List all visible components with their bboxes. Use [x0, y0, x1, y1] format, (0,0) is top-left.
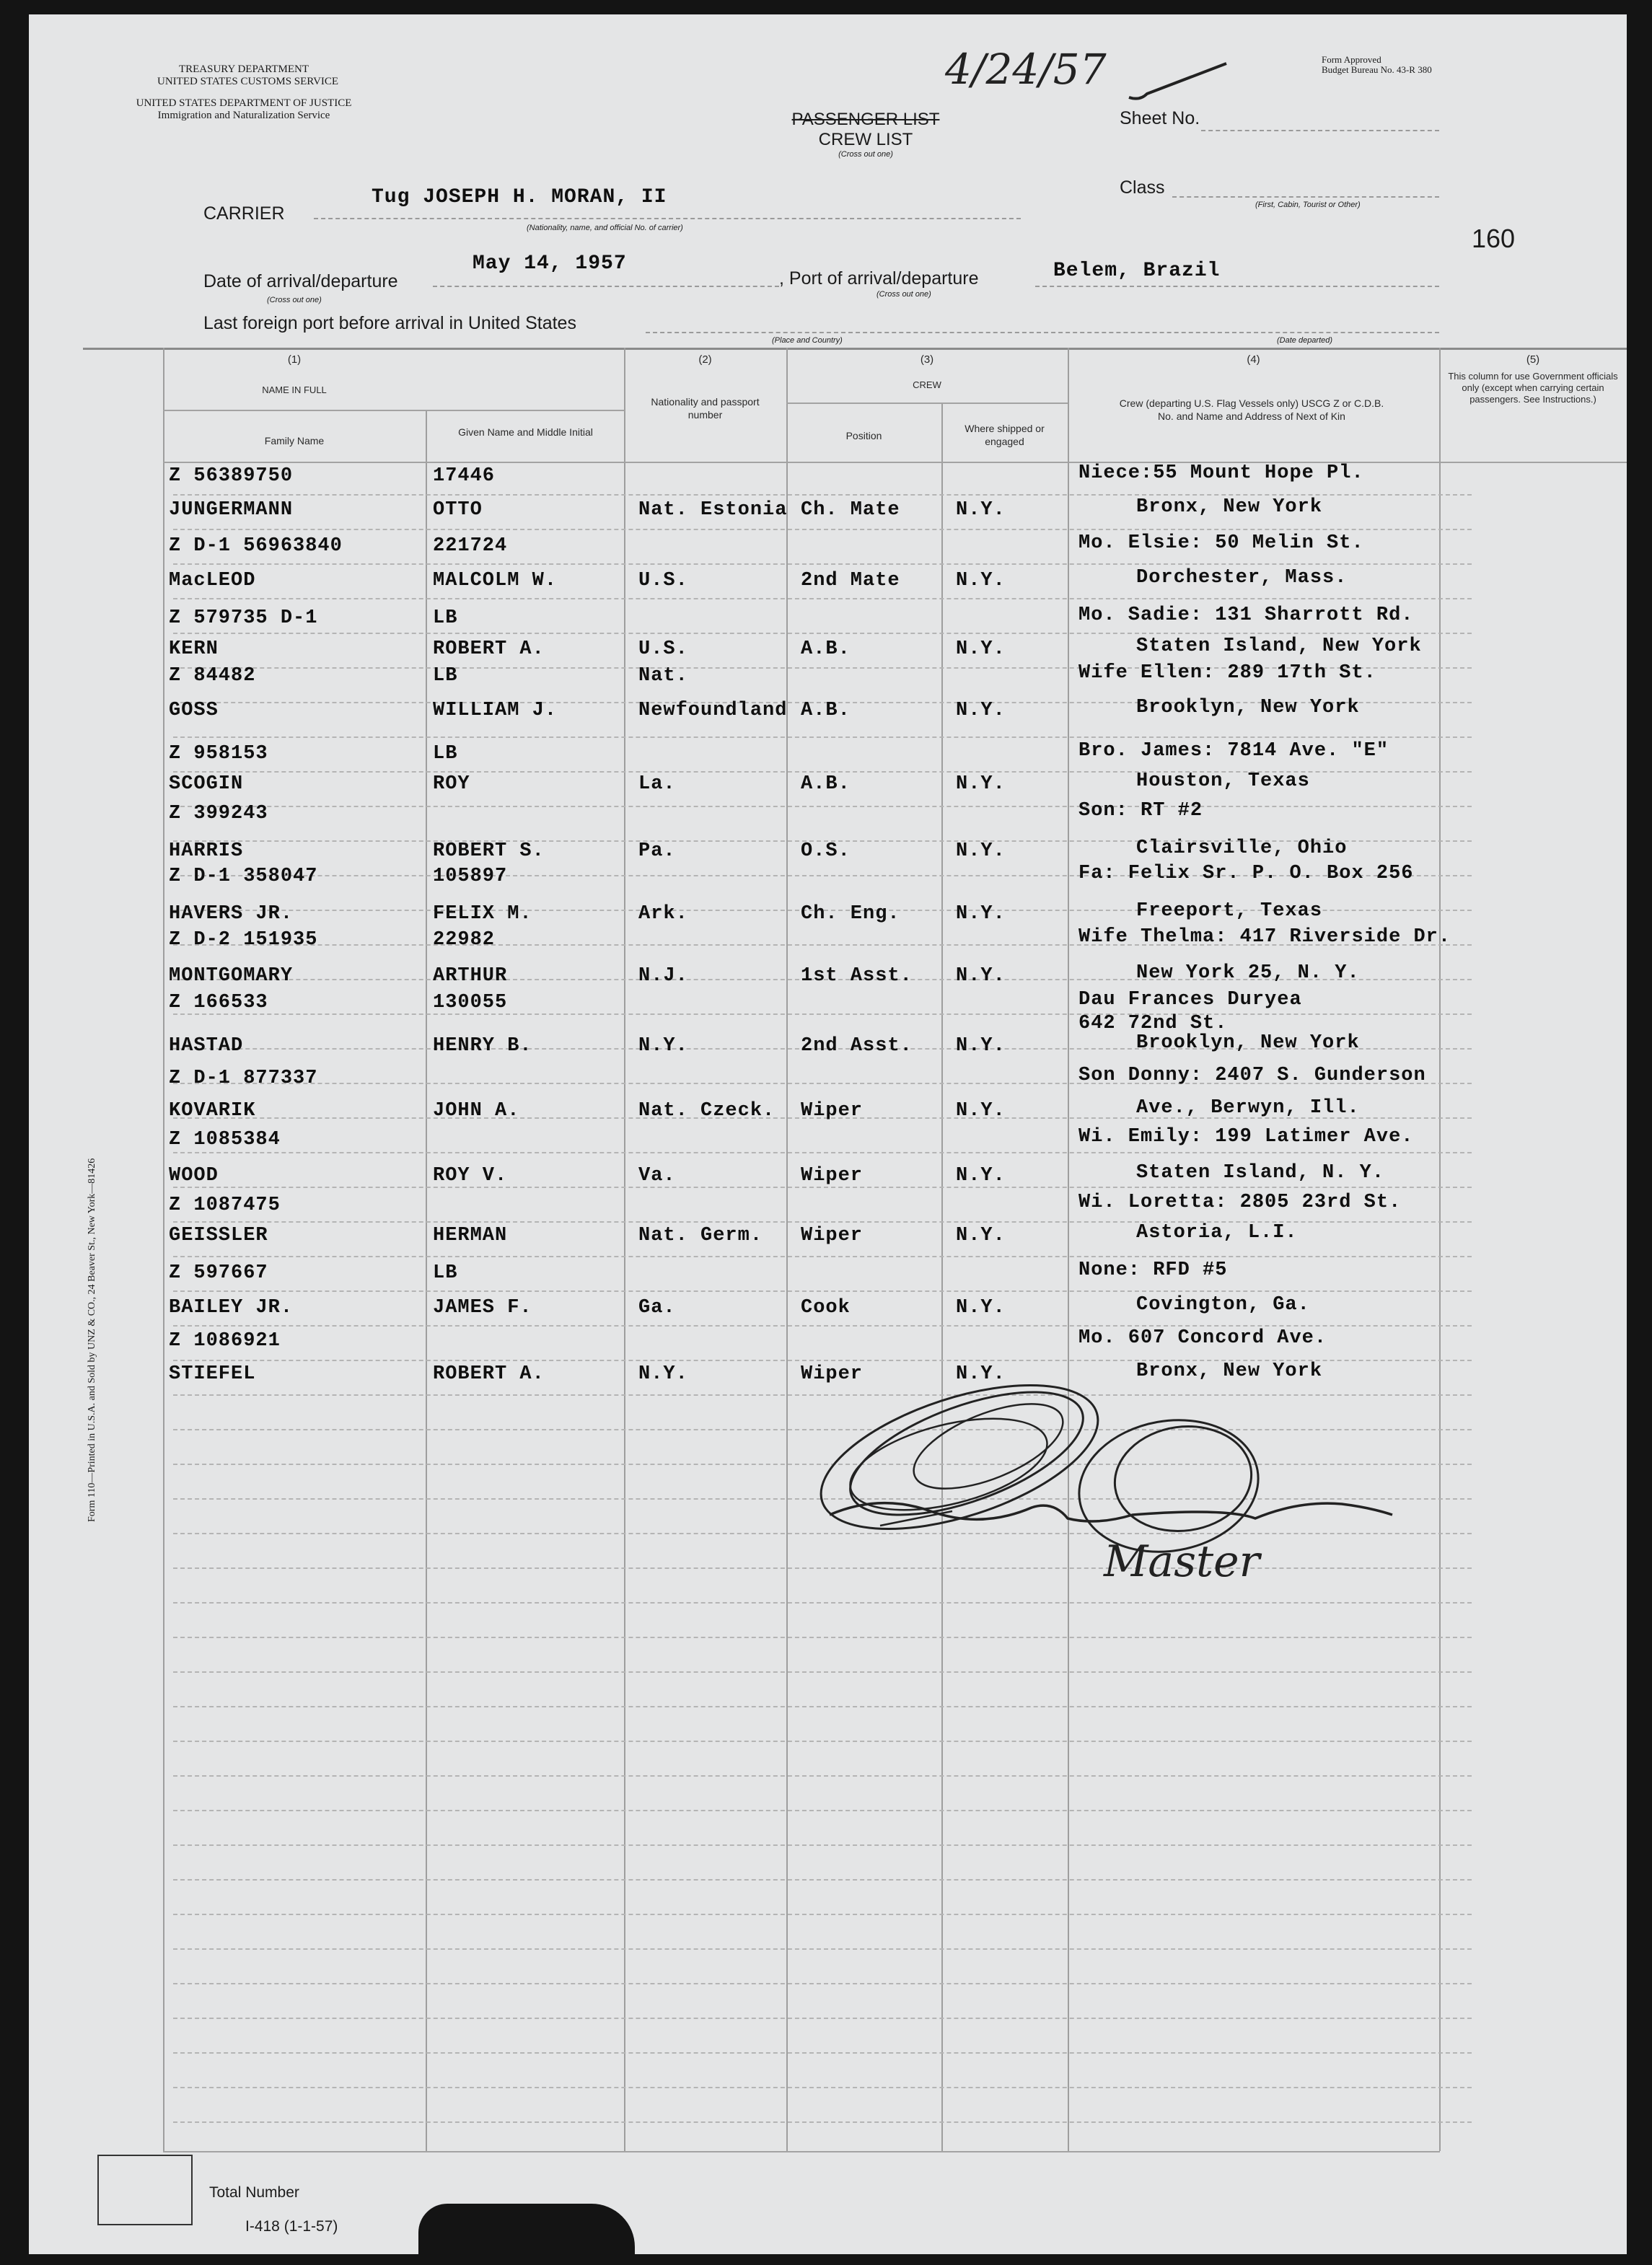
- writing-line: [173, 1290, 1472, 1292]
- handwritten-date: 4/24/57: [945, 45, 1107, 94]
- cell-ship: N.Y.: [956, 638, 1006, 660]
- cell-kin: New York 25, N. Y.: [1136, 962, 1360, 984]
- cell-given: JOHN A.: [433, 1100, 520, 1122]
- carrier-hint: (Nationality, name, and official No. of carrier): [527, 224, 683, 232]
- agency-block-2: [85, 97, 403, 122]
- cell-ship: N.Y.: [956, 1297, 1006, 1319]
- cell-given: ARTHUR: [433, 965, 508, 987]
- passenger-list-struck: PASSENGER LIST: [791, 110, 940, 129]
- cell-kin: Son Donny: 2407 S. Gunderson: [1078, 1065, 1426, 1086]
- cell-nat: Pa.: [638, 840, 676, 862]
- col-divider: [426, 410, 427, 2151]
- cell-given: JAMES F.: [433, 1297, 532, 1319]
- given-name-header: Given Name and Middle Initial: [458, 426, 593, 438]
- cell-kin: Mo. 607 Concord Ave.: [1078, 1327, 1327, 1349]
- cell-given: HERMAN: [433, 1225, 508, 1246]
- date-label: Date of arrival/departure: [203, 271, 398, 291]
- writing-line: [173, 806, 1472, 807]
- cell-family: HASTAD: [169, 1035, 244, 1057]
- cell-nat: Nat. Estonia: [638, 499, 788, 521]
- cell-family: Z D-1 56963840: [169, 535, 343, 557]
- position-header: Position: [845, 430, 882, 441]
- cell-given: LB: [433, 1262, 458, 1284]
- place-hint: (Place and Country): [772, 336, 843, 345]
- port-line: [1035, 286, 1439, 287]
- cell-family: STIEFEL: [169, 1363, 256, 1385]
- cell-family: Z 958153: [169, 743, 268, 765]
- port-hint: (Cross out one): [876, 290, 931, 299]
- cell-kin: Freeport, Texas: [1136, 900, 1323, 922]
- check-mark-icon: [1125, 58, 1234, 108]
- cell-kin: Mo. Elsie: 50 Melin St.: [1078, 532, 1364, 554]
- cell-pos: Wiper: [801, 1225, 864, 1246]
- cell-family: Z 399243: [169, 803, 268, 824]
- cell-given: LB: [433, 607, 458, 629]
- cell-kin: Staten Island, New York: [1136, 635, 1422, 657]
- writing-line: [173, 2121, 1472, 2123]
- port-value: Belem, Brazil: [1053, 260, 1221, 282]
- cell-nat: Nat.: [638, 665, 688, 687]
- cell-kin: Bronx, New York: [1136, 496, 1323, 518]
- cell-family: BAILEY JR.: [169, 1297, 294, 1319]
- cell-ship: N.Y.: [956, 1363, 1006, 1385]
- carrier-label: CARRIER: [203, 203, 285, 224]
- agency-line: UNITED STATES DEPARTMENT OF JUSTICE: [136, 97, 352, 109]
- cell-given: ROY: [433, 773, 470, 795]
- cell-pos: A.B.: [801, 638, 851, 660]
- cell-kin: Wi. Loretta: 2805 23rd St.: [1078, 1192, 1402, 1213]
- col3-number: (3): [920, 353, 934, 366]
- form-approved-text: Form Approved: [1322, 54, 1381, 65]
- cell-kin: Bro. James: 7814 Ave. "E": [1078, 740, 1389, 762]
- list-type-block: [779, 110, 952, 159]
- col5-number: (5): [1526, 353, 1540, 366]
- cell-nat: La.: [638, 773, 676, 795]
- writing-line: [173, 2087, 1472, 2088]
- date-line: [433, 286, 779, 287]
- cell-given: ROBERT S.: [433, 840, 545, 862]
- cross-out-note: (Cross out one): [838, 150, 893, 159]
- last-port-label: Last foreign port before arrival in United States: [203, 313, 576, 333]
- cell-kin: Mo. Sadie: 131 Sharrott Rd.: [1078, 604, 1414, 626]
- cell-family: JUNGERMANN: [169, 499, 294, 521]
- form-code: I-418 (1-1-57): [245, 2218, 338, 2235]
- cell-kin: Bronx, New York: [1136, 1360, 1323, 1382]
- cell-kin: Covington, Ga.: [1136, 1294, 1310, 1316]
- crew-list-form: [29, 14, 1627, 2254]
- col2-title: Nationality and passport number: [651, 396, 760, 421]
- writing-line: [173, 1013, 1472, 1015]
- col5-title: This column for use Government officials only (except when carrying certain passengers. See Instructions.): [1448, 371, 1618, 405]
- cell-kin: Wi. Emily: 199 Latimer Ave.: [1078, 1126, 1414, 1148]
- cell-pos: A.B.: [801, 700, 851, 721]
- cell-ship: N.Y.: [956, 773, 1006, 795]
- cell-family: WOOD: [169, 1165, 219, 1187]
- cell-kin: Son: RT #2: [1078, 800, 1203, 822]
- writing-line: [173, 529, 1472, 530]
- total-number-label: Total Number: [209, 2184, 299, 2201]
- cell-family: Z 56389750: [169, 465, 294, 487]
- col4-title: Crew (departing U.S. Flag Vessels only) USCG Z or C.D.B. No. and Name and Address of Next of Kin: [1119, 397, 1384, 422]
- cell-nat: U.S.: [638, 638, 688, 660]
- last-port-line: [646, 332, 1439, 333]
- agency-line: UNITED STATES CUSTOMS SERVICE: [157, 76, 339, 87]
- writing-line: [173, 1152, 1472, 1153]
- cell-kin: Clairsville, Ohio: [1136, 837, 1348, 859]
- agency-line: Immigration and Naturalization Service: [157, 110, 330, 121]
- writing-line: [173, 1741, 1472, 1742]
- writing-line: [173, 494, 1472, 496]
- cell-nat: Newfoundland: [638, 700, 788, 721]
- writing-line: [173, 1844, 1472, 1846]
- cell-given: 105897: [433, 866, 508, 887]
- class-label: Class: [1120, 177, 1165, 198]
- cell-family: Z 166533: [169, 992, 268, 1013]
- col2-number: (2): [698, 353, 712, 366]
- agency-line: TREASURY DEPARTMENT: [178, 63, 309, 75]
- header-rule: [786, 403, 1068, 404]
- cell-pos: Wiper: [801, 1363, 864, 1385]
- cell-kin: Ave., Berwyn, Ill.: [1136, 1097, 1360, 1119]
- cell-nat: Va.: [638, 1165, 676, 1187]
- torn-edge: [418, 2204, 635, 2265]
- col-divider: [624, 348, 625, 2151]
- col-divider: [786, 348, 788, 2151]
- cell-pos: O.S.: [801, 840, 851, 862]
- total-number-box: [97, 2155, 193, 2225]
- cell-family: MacLEOD: [169, 570, 256, 591]
- table-bottom-rule: [163, 2151, 1440, 2152]
- carrier-value: Tug JOSEPH H. MORAN, II: [372, 186, 667, 208]
- cell-given: 130055: [433, 992, 508, 1013]
- master-title: Master: [1104, 1536, 1260, 1587]
- cell-kin: None: RFD #5: [1078, 1259, 1228, 1281]
- budget-bureau-text: Budget Bureau No. 43-R 380: [1322, 64, 1432, 75]
- cell-pos: Ch. Eng.: [801, 903, 900, 925]
- cell-nat: Nat. Germ.: [638, 1225, 763, 1246]
- cell-pos: Wiper: [801, 1165, 864, 1187]
- writing-line: [173, 1983, 1472, 1984]
- family-name-header: Family Name: [264, 435, 325, 447]
- cell-pos: 2nd Mate: [801, 570, 900, 591]
- cell-given: HENRY B.: [433, 1035, 532, 1057]
- cell-nat: N.Y.: [638, 1035, 688, 1057]
- writing-line: [173, 1187, 1472, 1188]
- cell-ship: N.Y.: [956, 499, 1006, 521]
- cell-kin: Wife Ellen: 289 17th St.: [1078, 662, 1376, 684]
- cell-ship: N.Y.: [956, 1035, 1006, 1057]
- writing-line: [173, 2052, 1472, 2054]
- cell-family: GEISSLER: [169, 1225, 268, 1246]
- printer-side-note: Form 110—Printed in U.S.A. and Sold by UNZ & CO., 24 Beaver St., New York—81426: [87, 1158, 97, 1522]
- cell-kin: Niece:55 Mount Hope Pl.: [1078, 462, 1364, 484]
- writing-line: [173, 1879, 1472, 1881]
- col-divider: [1068, 348, 1069, 2151]
- cell-kin: Fa: Felix Sr. P. O. Box 256: [1078, 863, 1414, 884]
- cell-kin: Houston, Texas: [1136, 770, 1310, 792]
- master-signature-scrawl: [794, 1371, 1443, 1630]
- cell-family: Z D-2 151935: [169, 929, 318, 951]
- sheet-label: Sheet No.: [1120, 108, 1200, 128]
- cell-family: Z 1085384: [169, 1129, 281, 1151]
- cell-ship: N.Y.: [956, 840, 1006, 862]
- cell-kin: Wife Thelma: 417 Riverside Dr.: [1078, 926, 1451, 948]
- cell-family: KERN: [169, 638, 219, 660]
- carrier-line: [314, 218, 1021, 219]
- cell-family: Z 1086921: [169, 1330, 281, 1352]
- col-divider: [1439, 348, 1441, 2151]
- cell-given: ROBERT A.: [433, 638, 545, 660]
- cell-nat: U.S.: [638, 570, 688, 591]
- cell-pos: 1st Asst.: [801, 965, 913, 987]
- writing-line: [173, 1948, 1472, 1950]
- cell-nat: Ga.: [638, 1297, 676, 1319]
- page-number: 160: [1472, 224, 1516, 253]
- writing-line: [173, 1256, 1472, 1257]
- cell-ship: N.Y.: [956, 965, 1006, 987]
- table-top-rule: [83, 348, 1627, 350]
- cell-given: ROBERT A.: [433, 1363, 545, 1385]
- class-hint: (First, Cabin, Tourist or Other): [1255, 201, 1361, 209]
- writing-line: [173, 633, 1472, 634]
- writing-line: [173, 1706, 1472, 1707]
- cell-kin: Astoria, L.I.: [1136, 1222, 1298, 1244]
- cell-nat: Ark.: [638, 903, 688, 925]
- cell-family: Z 84482: [169, 665, 256, 687]
- cell-given: 17446: [433, 465, 496, 487]
- cell-family: Z 579735 D-1: [169, 607, 318, 629]
- cell-family: MONTGOMARY: [169, 965, 294, 987]
- cell-kin: 642 72nd St.: [1078, 1013, 1228, 1034]
- cell-kin: Dorchester, Mass.: [1136, 567, 1348, 589]
- cell-kin: Staten Island, N. Y.: [1136, 1162, 1385, 1184]
- cell-family: Z D-1 877337: [169, 1068, 318, 1089]
- cell-family: HARRIS: [169, 840, 244, 862]
- cell-pos: A.B.: [801, 773, 851, 795]
- date-departed-hint: (Date departed): [1277, 336, 1333, 345]
- cell-family: HAVERS JR.: [169, 903, 294, 925]
- sheet-line: [1201, 130, 1439, 131]
- cell-kin: Brooklyn, New York: [1136, 1032, 1360, 1054]
- cell-given: OTTO: [433, 499, 483, 521]
- cell-given: FELIX M.: [433, 903, 532, 925]
- cell-given: LB: [433, 743, 458, 765]
- crew-list-title: CREW LIST: [818, 130, 913, 149]
- writing-line: [173, 1810, 1472, 1811]
- writing-line: [173, 1775, 1472, 1777]
- col-divider: [941, 403, 943, 2151]
- header-rule: [163, 410, 625, 411]
- header-bottom-rule: [163, 462, 1627, 463]
- writing-line: [173, 1914, 1472, 1915]
- class-line: [1172, 196, 1439, 198]
- cell-given: 22982: [433, 929, 496, 951]
- writing-line: [173, 1637, 1472, 1638]
- cell-family: Z 1087475: [169, 1195, 281, 1216]
- col1-number: (1): [287, 353, 302, 366]
- writing-line: [173, 736, 1472, 738]
- cell-nat: Nat. Czeck.: [638, 1100, 776, 1122]
- cell-pos: Ch. Mate: [801, 499, 900, 521]
- cell-family: GOSS: [169, 700, 219, 721]
- writing-line: [173, 563, 1472, 565]
- col3-title: CREW: [913, 379, 941, 390]
- cell-pos: Wiper: [801, 1100, 864, 1122]
- writing-line: [173, 2018, 1472, 2019]
- cell-ship: N.Y.: [956, 1225, 1006, 1246]
- cell-pos: Cook: [801, 1297, 851, 1319]
- writing-line: [173, 1325, 1472, 1327]
- cell-given: LB: [433, 665, 458, 687]
- cell-given: WILLIAM J.: [433, 700, 558, 721]
- date-value: May 14, 1957: [473, 252, 627, 275]
- port-label: , Port of arrival/departure: [779, 268, 979, 289]
- where-shipped-header: Where shipped or engaged: [965, 423, 1045, 447]
- cell-ship: N.Y.: [956, 903, 1006, 925]
- cell-given: MALCOLM W.: [433, 570, 558, 591]
- cell-kin: Dau Frances Duryea: [1078, 989, 1302, 1011]
- form-approved: [1322, 55, 1432, 75]
- writing-line: [173, 1671, 1472, 1673]
- cell-nat: N.Y.: [638, 1363, 688, 1385]
- cell-given: 221724: [433, 535, 508, 557]
- date-hint: (Cross out one): [267, 296, 322, 304]
- cell-family: Z D-1 358047: [169, 866, 318, 887]
- col4-number: (4): [1247, 353, 1260, 366]
- cell-given: ROY V.: [433, 1165, 508, 1187]
- col-divider: [163, 348, 164, 2151]
- cell-ship: N.Y.: [956, 1165, 1006, 1187]
- writing-line: [173, 598, 1472, 599]
- cell-family: SCOGIN: [169, 773, 244, 795]
- agency-block: [157, 63, 339, 88]
- cell-ship: N.Y.: [956, 570, 1006, 591]
- cell-kin: Brooklyn, New York: [1136, 697, 1360, 718]
- cell-family: Z 597667: [169, 1262, 268, 1284]
- cell-ship: N.Y.: [956, 700, 1006, 721]
- cell-family: KOVARIK: [169, 1100, 256, 1122]
- cell-pos: 2nd Asst.: [801, 1035, 913, 1057]
- cell-nat: N.J.: [638, 965, 688, 987]
- cell-ship: N.Y.: [956, 1100, 1006, 1122]
- col1-title: NAME IN FULL: [262, 384, 327, 395]
